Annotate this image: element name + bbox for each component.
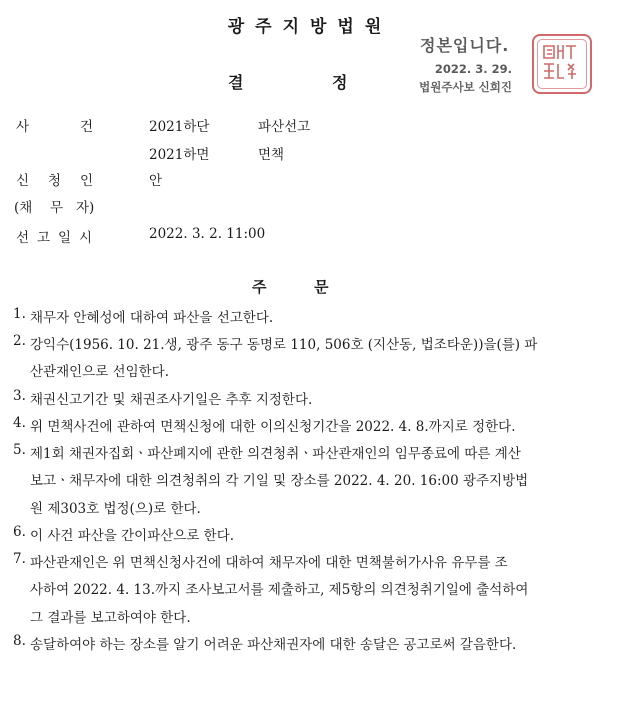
doc-type-char: 정 — [332, 73, 348, 92]
order-number: 6. — [13, 524, 26, 540]
court-seal — [532, 34, 592, 94]
order-text-line: 원 제303호 법정(으)로 한다. — [30, 501, 201, 517]
label-char: 신 — [16, 173, 30, 189]
order-number: 3. — [13, 388, 26, 404]
certification-date: 2022. 3. 29. — [434, 62, 512, 76]
label-char: (채 — [14, 200, 33, 216]
order-text-line: 송달하여야 하는 장소를 알기 어려운 파산채권자에 대한 송달은 공고로써 갈음한다. — [30, 637, 517, 653]
case-type-discharge: 면책 — [258, 147, 285, 163]
field-label-debtor — [14, 196, 95, 216]
label-char: 청 — [48, 173, 62, 189]
doc-type-char: 결 — [228, 73, 244, 92]
field-label-case — [16, 115, 94, 135]
order-number: 4. — [13, 415, 26, 431]
orders-title-char: 문 — [314, 278, 329, 296]
declaration-datetime: 2022. 3. 2. 11:00 — [149, 226, 266, 242]
label-char: 고 — [37, 230, 51, 246]
order-text-line: 산관재인으로 선임한다. — [30, 364, 169, 380]
seal-glyphs — [534, 36, 590, 92]
order-text-line: 이 사건 파산을 간이파산으로 한다. — [30, 528, 235, 544]
order-text-line: 채권신고기간 및 채권조사기일은 추후 지정한다. — [30, 392, 313, 408]
order-text-line: 강익수(1956. 10. 21.생, 광주 동구 동명로 110, 506호 (지산동, 법조타운))을(를) 파 — [30, 337, 538, 353]
case-number-bankruptcy: 2021하단 — [149, 119, 210, 135]
label-char: 시 — [79, 230, 93, 246]
certification-clerk: 법원주사보 신희진 — [419, 80, 512, 94]
order-number: 1. — [13, 306, 26, 322]
order-text-line: 채무자 안혜성에 대하여 파산을 선고한다. — [30, 310, 274, 326]
case-number-discharge: 2021하면 — [149, 147, 210, 163]
label-char: 선 — [16, 230, 30, 246]
order-text-line: 파산관재인은 위 면책신청사건에 대하여 채무자에 대한 면책불허가사유 유무를 조 — [30, 555, 508, 571]
order-text-line: 제1회 채권자집회ㆍ파산폐지에 관한 의견청취ㆍ파산관재인의 임무종료에 따른 계산 — [30, 446, 521, 462]
order-text-line: 보고ㆍ채무자에 대한 의견청취의 각 기일 및 장소를 2022. 4. 20. 16:00 광주지방법 — [30, 473, 529, 489]
label-char: 사 — [16, 119, 30, 135]
order-number: 8. — [13, 633, 26, 649]
label-char: 인 — [80, 173, 94, 189]
order-text-line: 그 결과를 보고하여야 한다. — [30, 610, 191, 626]
order-text-line: 위 면책사건에 관하여 면책신청에 대한 이의신청기간을 2022. 4. 8.까지로 정한다. — [30, 419, 516, 435]
label-char: 건 — [80, 119, 94, 135]
order-number: 2. — [13, 333, 26, 349]
order-number: 7. — [13, 551, 26, 567]
label-char: 자) — [76, 200, 95, 216]
applicant-name: 안 — [149, 173, 163, 189]
order-number: 5. — [13, 442, 26, 458]
court-name: 광주지방법원 — [227, 17, 393, 37]
field-label-date — [16, 226, 93, 246]
case-type-bankruptcy: 파산선고 — [258, 119, 311, 135]
label-char: 무 — [50, 200, 64, 216]
certification-text: 정본입니다. — [420, 36, 510, 55]
order-text-line: 사하여 2022. 4. 13.까지 조사보고서를 제출하고, 제5항의 의견청취기일에 출석하여 — [30, 582, 529, 598]
label-char: 일 — [58, 230, 72, 246]
orders-title-char: 주 — [252, 278, 267, 296]
field-label-applicant — [16, 169, 94, 189]
